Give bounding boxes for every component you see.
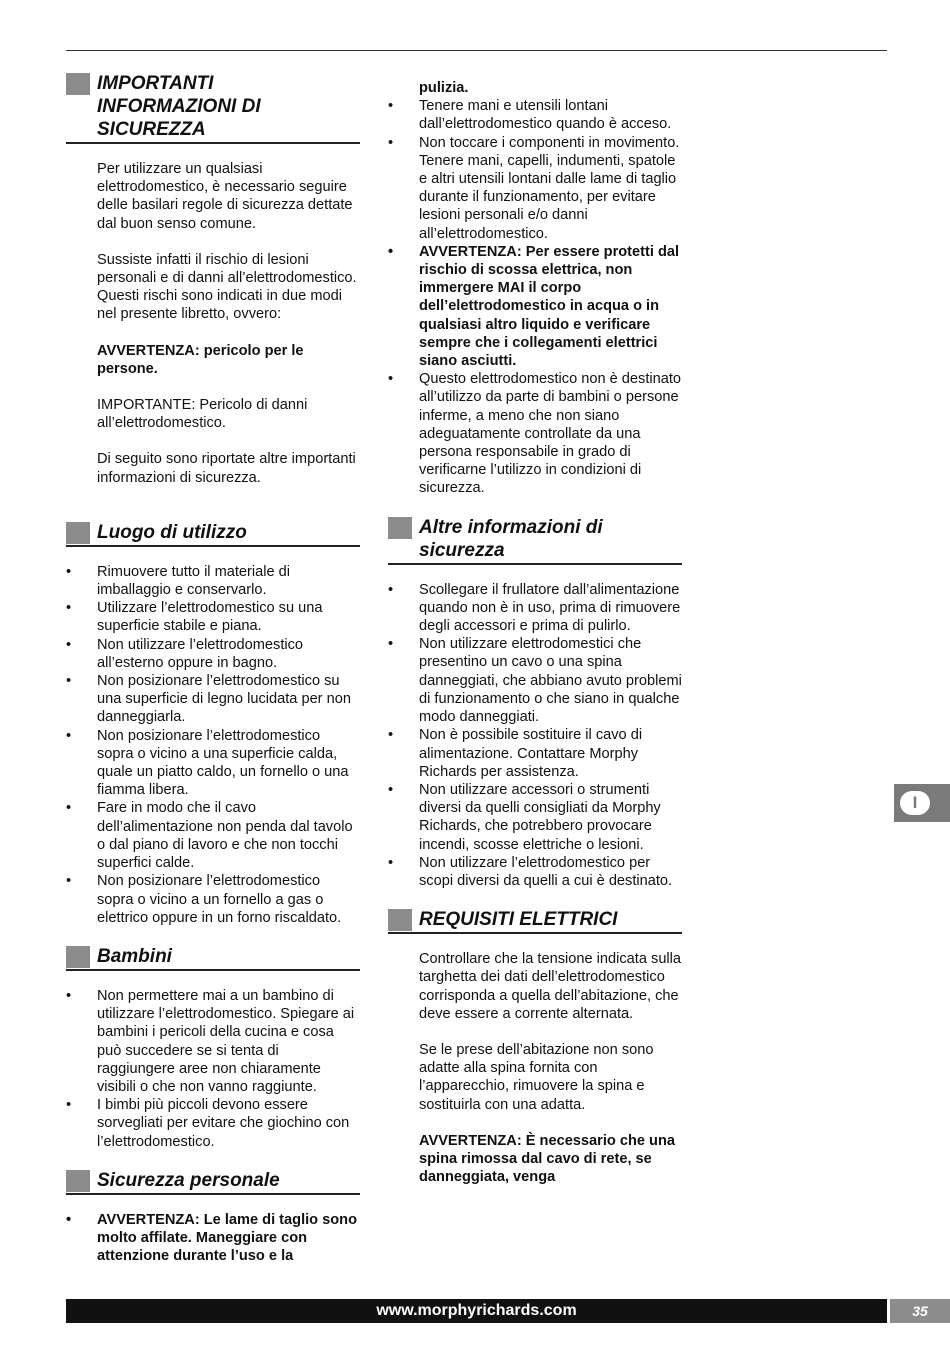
page-number: 35 <box>890 1299 950 1323</box>
list-item <box>66 1211 360 1266</box>
section-heading-electrical <box>388 908 682 934</box>
section-heading-safety <box>66 72 360 144</box>
footer-url: www.morphyrichards.com <box>66 1299 887 1323</box>
list-item <box>66 636 360 672</box>
heading-title: IMPORTANTI INFORMAZIONI DI SICUREZZA <box>97 73 261 140</box>
location-list <box>66 563 360 927</box>
bullet-glyph: • <box>388 854 394 871</box>
list-item <box>66 727 360 800</box>
bullet-glyph: • <box>66 636 72 653</box>
section-heading-other-safety <box>388 516 682 565</box>
list-item-text: Non utilizzare elettrodomestici che presentino un cavo o una spina danneggiati, che abbiano avuto problemi di funzionamento o che siano in qualche modo danneggiati. <box>419 636 682 726</box>
usage-list <box>388 97 682 497</box>
list-item <box>388 370 682 497</box>
heading-title: Luogo di utilizzo <box>97 521 247 543</box>
list-item <box>66 1096 360 1151</box>
heading-marker <box>66 1170 90 1192</box>
heading-marker <box>66 522 90 544</box>
section-heading-children <box>66 945 360 971</box>
heading-marker <box>66 73 90 95</box>
bullet-glyph: • <box>66 673 72 690</box>
list-item-text: Non posizionare l’elettrodomestico sopra o vicino a un fornello a gas o elettrico oppure in un forno riscaldato. <box>97 873 342 926</box>
heading-title: Sicurezza personale <box>97 1169 280 1191</box>
list-item-text: Non permettere mai a un bambino di utilizzare l’elettrodomestico. Spiegare ai bambini i pericoli della cucina e cosa può succedere se si tenta di raggiungere aree non chiaramente visibili o che non vanno raggiunte. <box>97 987 355 1095</box>
list-item-text: Utilizzare l’elettrodomestico su una superficie stabile e piana. <box>97 600 323 635</box>
list-item-text: Non toccare i componenti in movimento. Tenere mani, capelli, indumenti, spatole e altri utensili lontani dalle lame di taglio durante il funzionamento, per evitare lesioni personali e/o danni all’elettrodomestico. <box>419 134 680 242</box>
bullet-glyph: • <box>388 727 394 744</box>
risk-paragraph: Sussiste infatti il rischio di lesioni personali e di danni all’elettrodomestico. Questi rischi sono indicati in due modi nel presente libretto, ovvero: <box>97 251 357 323</box>
bullet-glyph: • <box>66 1211 72 1228</box>
list-item-text: Non utilizzare accessori o strumenti diversi da quelli consigliati da Morphy Richards, che potrebbero provocare incendi, scosse elettriche o lesioni. <box>419 781 661 853</box>
list-item-text: Non è possibile sostituire il cavo di alimentazione. Contattare Morphy Richards per assistenza. <box>419 727 643 780</box>
list-item <box>388 581 682 636</box>
list-item <box>388 243 682 370</box>
list-item-text: I bimbi più piccoli devono essere sorvegliati per evitare che giochino con l’elettrodomestico. <box>97 1097 350 1150</box>
heading-marker <box>388 909 412 931</box>
list-item <box>66 599 360 635</box>
list-item-text: Tenere mani e utensili lontani dall’elettrodomestico quando è acceso. <box>419 98 672 133</box>
bullet-glyph: • <box>388 98 394 115</box>
bullet-glyph: • <box>388 636 394 653</box>
list-item-text: Questo elettrodomestico non è destinato all’utilizzo da parte di bambini o persone inferme, a meno che non siano adeguatamente controllate da una persona responsabile in grado di verificarne l’utilizzo in condizioni di sicurezza. <box>419 371 682 497</box>
section-heading-location <box>66 521 360 547</box>
children-list <box>66 987 360 1151</box>
plug-warning: AVVERTENZA: È necessario che una spina rimossa dal cavo di rete, se danneggiata, venga <box>419 1132 676 1186</box>
intro-paragraph: Per utilizzare un qualsiasi elettrodomestico, è necessario seguire delle basilari regole di sicurezza dettate dal buon senso comune. <box>97 161 353 232</box>
continued-text: pulizia. <box>419 80 469 96</box>
list-item <box>388 854 682 890</box>
heading-marker <box>66 946 90 968</box>
list-item <box>66 672 360 727</box>
list-item-text: Non utilizzare l’elettrodomestico per scopi diversi da quelli a cui è destinato. <box>419 854 673 889</box>
list-item-text: Non posizionare l’elettrodomestico su una superficie di legno lucidata per non danneggiarla. <box>97 673 351 726</box>
bullet-glyph: • <box>66 600 72 617</box>
bullet-glyph: • <box>66 800 72 817</box>
list-item-text: AVVERTENZA: Per essere protetti dal rischio di scossa elettrica, non immergere MAI il corpo dell’elettrodomestico in acqua o in qualsiasi altro liquido e verificare sempre che i collegamenti elettrici siano asciutti. <box>419 243 680 370</box>
list-item-text: Non utilizzare l’elettrodomestico all’esterno oppure in bagno. <box>97 636 304 671</box>
list-item <box>388 97 682 133</box>
list-item <box>66 563 360 599</box>
heading-marker <box>388 517 412 539</box>
list-item <box>388 635 682 726</box>
bullet-glyph: • <box>66 873 72 890</box>
bullet-glyph: • <box>388 371 394 388</box>
list-item <box>388 134 682 243</box>
plug-paragraph: Se le prese dell’abitazione non sono adatte alla spina fornita con l’apparecchio, rimuovere la spina e sostituirla con una adatta. <box>419 1041 654 1113</box>
list-item <box>66 872 360 927</box>
bullet-glyph: • <box>388 781 394 798</box>
right-column <box>388 79 682 1204</box>
left-column <box>66 72 360 1283</box>
language-tab <box>894 784 950 822</box>
list-item <box>388 781 682 854</box>
personal-safety-list <box>66 1211 360 1266</box>
list-item-text: Scollegare il frullatore dall’alimentazione quando non è in uso, prima di rimuovere degli accessori e prima di pulirlo. <box>419 581 681 635</box>
warning-definition: AVVERTENZA: pericolo per le persone. <box>97 342 304 377</box>
top-rule <box>66 50 887 51</box>
heading-title: Altre informazioni di sicurezza <box>419 516 603 561</box>
bullet-glyph: • <box>66 987 72 1004</box>
heading-title: REQUISITI ELETTRICI <box>419 909 618 931</box>
voltage-paragraph: Controllare che la tensione indicata sulla targhetta dei dati dell’elettrodomestico corrisponda a quella dell’abitazione, che deve essere a corrente alternata. <box>419 951 682 1022</box>
bullet-glyph: • <box>388 581 394 598</box>
section-heading-personal-safety <box>66 1169 360 1195</box>
bullet-glyph: • <box>66 1097 72 1114</box>
heading-title: Bambini <box>97 945 172 967</box>
bullet-glyph: • <box>66 727 72 744</box>
list-item-text: Fare in modo che il cavo dell’alimentazione non penda dal tavolo o dal piano di lavoro e che non tocchi superfici calde. <box>97 800 353 872</box>
list-item <box>66 987 360 1096</box>
list-item-text: AVVERTENZA: Le lame di taglio sono molto affilate. Maneggiare con attenzione durante l’uso e la <box>97 1211 358 1265</box>
bullet-glyph: • <box>388 134 394 151</box>
language-tab-label: I <box>900 791 930 815</box>
more-info-paragraph: Di seguito sono riportate altre importanti informazioni di sicurezza. <box>97 451 356 486</box>
important-definition: IMPORTANTE: Pericolo di danni all’elettrodomestico. <box>97 397 308 432</box>
list-item-text: Non posizionare l’elettrodomestico sopra o vicino a una superficie calda, quale un piatto caldo, un fornello o una fiamma libera. <box>97 727 349 799</box>
list-item <box>66 799 360 872</box>
list-item-text: Rimuovere tutto il materiale di imballaggio e conservarlo. <box>97 563 291 599</box>
bullet-glyph: • <box>388 243 394 260</box>
list-item <box>388 726 682 781</box>
other-safety-list <box>388 581 682 890</box>
bullet-glyph: • <box>66 563 72 580</box>
